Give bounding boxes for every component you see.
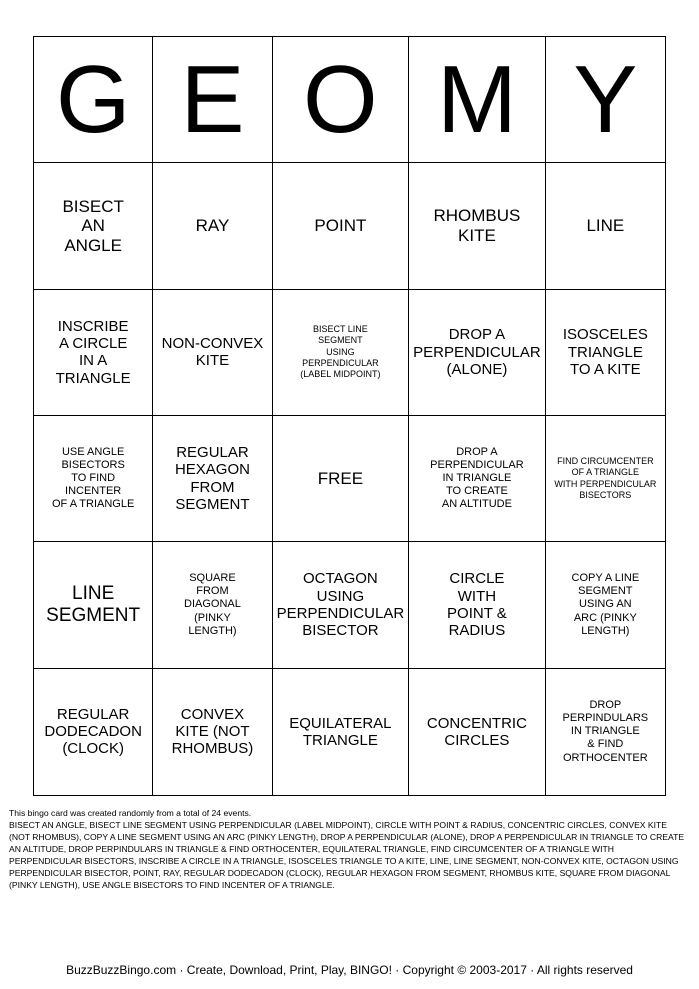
bingo-square[interactable]: CONVEX KITE (NOT RHOMBUS)	[153, 669, 272, 795]
bingo-square[interactable]: EQUILATERAL TRIANGLE	[273, 669, 410, 795]
bingo-card	[33, 36, 666, 796]
header-letter: E	[153, 37, 272, 163]
bingo-square[interactable]: LINE SEGMENT	[34, 542, 153, 668]
bingo-square[interactable]: DROP A PERPENDICULAR IN TRIANGLE TO CREATE AN ALTITUDE	[409, 416, 546, 542]
free-space[interactable]: FREE	[273, 416, 410, 542]
header-letter: O	[273, 37, 410, 163]
card-info	[9, 807, 689, 891]
info-intro: This bingo card was created randomly from a total of 24 events.	[9, 808, 252, 818]
bingo-square[interactable]: RHOMBUS KITE	[409, 163, 546, 289]
bingo-square[interactable]: REGULAR DODECADON (CLOCK)	[34, 669, 153, 795]
bingo-square[interactable]: BISECT LINE SEGMENT USING PERPENDICULAR (LABEL MIDPOINT)	[273, 290, 410, 416]
bingo-square[interactable]: DROP PERPINDULARS IN TRIANGLE & FIND ORTHOCENTER	[562, 698, 649, 764]
bingo-square[interactable]: ISOSCELES TRIANGLE TO A KITE	[546, 290, 665, 416]
bingo-square[interactable]: NON-CONVEX KITE	[153, 290, 272, 416]
bingo-square[interactable]: SQUARE FROM DIAGONAL (PINKY LENGTH)	[153, 542, 272, 668]
info-events: BISECT AN ANGLE, BISECT LINE SEGMENT USING PERPENDICULAR (LABEL MIDPOINT), CIRCLE WITH POINT & RADIUS, CONCENTRIC CIRCLES, CONVEX KITE (NOT RHOMBUS), COPY A LINE SEGMENT USING AN ARC (PINKY LENGTH), DROP A PERPENDICULAR (ALONE), DROP A PERPENDICULAR IN TRIANGLE TO CREATE AN ALTITUDE, DROP PERPINDULARS IN TRIANGLE & FIND ORTHOCENTER, EQUILATERAL TRIANGLE, FIND CIRCUMCENTER OF A TRIANGLE WITH PERPENDICULAR BISECTORS, INSCRIBE A CIRCLE IN A TRIANGLE, ISOSCELES TRIANGLE TO A KITE, LINE, LINE SEGMENT, NON-CONVEX KITE, OCTAGON USING PERPENDICULAR BISECTOR, POINT, RAY, REGULAR DODECADON (CLOCK), REGULAR HEXAGON FROM SEGMENT, RHOMBUS KITE, SQUARE FROM DIAGONAL (PINKY LENGTH), USE ANGLE BISECTORS TO FIND INCENTER OF A TRIANGLE.	[9, 820, 685, 891]
footer-copyright: BuzzBuzzBingo.com · Create, Download, Print, Play, BINGO! · Copyright © 2003-2017 · All rights reserved	[66, 963, 633, 977]
bingo-grid	[33, 36, 666, 796]
bingo-square[interactable]: POINT	[273, 163, 410, 289]
bingo-square[interactable]: CONCENTRIC CIRCLES	[409, 669, 546, 795]
header-letter: Y	[546, 37, 665, 163]
bingo-square[interactable]: RAY	[153, 163, 272, 289]
bingo-square[interactable]: FIND CIRCUMCENTER OF A TRIANGLE WITH PERPENDICULAR BISECTORS	[546, 416, 665, 542]
bingo-square[interactable]: COPY A LINE SEGMENT USING AN ARC (PINKY LENGTH)	[546, 542, 665, 668]
bingo-square[interactable]: USE ANGLE BISECTORS TO FIND INCENTER OF A TRIANGLE	[34, 416, 153, 542]
bingo-square[interactable]: BISECT AN ANGLE	[34, 163, 153, 289]
bingo-square[interactable]: REGULAR HEXAGON FROM SEGMENT	[153, 416, 272, 542]
header-letter: G	[34, 37, 153, 163]
header-letter: M	[409, 37, 546, 163]
bingo-square[interactable]: LINE	[546, 163, 665, 289]
bingo-square[interactable]: INSCRIBE A CIRCLE IN A TRIANGLE	[34, 290, 153, 416]
bingo-square[interactable]: OCTAGON USING PERPENDICULAR BISECTOR	[273, 542, 410, 668]
bingo-square[interactable]: CIRCLE WITH POINT & RADIUS	[409, 542, 546, 668]
bingo-square[interactable]: DROP A PERPENDICULAR (ALONE)	[409, 290, 546, 416]
